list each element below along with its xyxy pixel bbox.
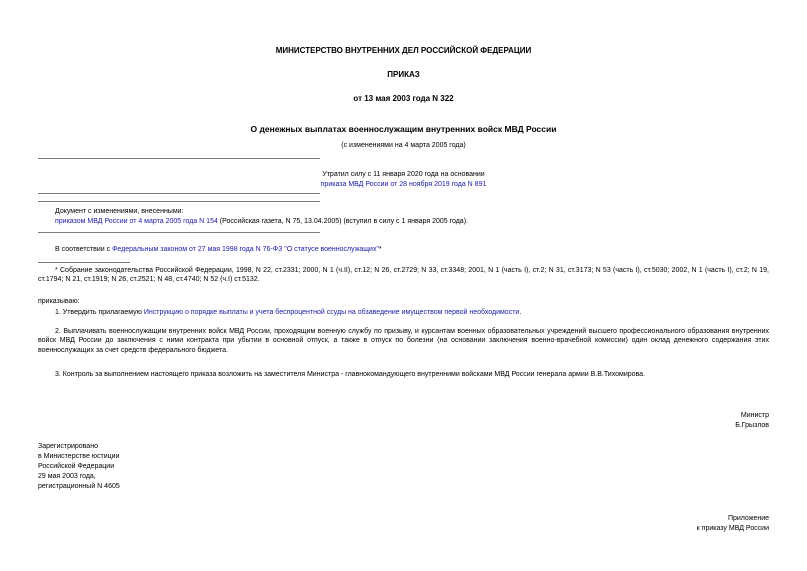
- footnote-mark: *: [378, 246, 382, 253]
- separator-line: [38, 232, 320, 233]
- document-title: О денежных выплатах военнослужащим внутренних войск МВД России: [250, 124, 557, 134]
- footnote-separator: [38, 262, 130, 263]
- federal-law-link[interactable]: Федеральным законом от 27 мая 1998 года N 76-ФЗ "О статусе военнослужащих": [112, 246, 379, 253]
- separator-line: [38, 193, 320, 194]
- item-1-text: 1. Утвердить прилагаемую: [55, 309, 144, 316]
- appendix-reference: к приказу МВД России: [696, 525, 769, 532]
- registration-line-3: Российской Федерации: [38, 463, 115, 470]
- instruction-link[interactable]: Инструкцию о порядке выплаты и учета беспроцентной ссуды на обзаведение имуществом первой необходимости: [143, 309, 520, 316]
- amending-order-link[interactable]: приказом МВД России от 4 марта 2005 года N 154: [55, 218, 218, 225]
- item-3: 3. Контроль за выполнением настоящего приказа возложить на заместителя Министра - главнокомандующего внутренними войсками МВД России генерала армии В.В.Тихомирова.: [55, 371, 645, 378]
- signature-name: Б.Грызлов: [735, 422, 769, 429]
- registration-line-4: 29 мая 2003 года,: [38, 473, 96, 480]
- registration-line-2: в Министерстве юстиции: [38, 453, 120, 460]
- preamble-text: В соответствии с: [55, 246, 113, 253]
- document-type: ПРИКАЗ: [387, 70, 420, 79]
- amendments-intro: Документ с изменениями, внесенными:: [55, 208, 184, 215]
- document-date-number: от 13 мая 2003 года N 322: [353, 94, 454, 103]
- registration-line-5: регистрационный N 4605: [38, 483, 120, 490]
- registration-line-1: Зарегистрировано: [38, 443, 98, 450]
- amendments-details: (Российская газета, N 75, 13.04.2005) (вступил в силу с 1 января 2005 года).: [217, 218, 468, 225]
- preamble: [55, 245, 382, 254]
- lost-force-note: Утратил силу с 11 января 2020 года на основании: [322, 171, 485, 178]
- changes-note: (с изменениями на 4 марта 2005 года): [341, 142, 466, 149]
- basis-order-link[interactable]: приказа МВД России от 28 ноября 2019 года N 891: [320, 181, 487, 188]
- ministry-heading: МИНИСТЕРСТВО ВНУТРЕННИХ ДЕЛ РОССИЙСКОЙ ФЕДЕРАЦИИ: [275, 46, 532, 55]
- signature-position: Министр: [740, 412, 769, 419]
- footnote-text: * Собрание законодательства Российской Федерации, 1998, N 22, ст.2331; 2000, N 1 (ч.II), ст.12; N 26, ст.2729; N 33, ст.3348; 2001, N 1 (часть I), ст.2; N 31, ст.3173; N 53 (часть I), ст.5030; 2002, N 1 (часть I), ст.2; N 19, ст.1794; N 21, ст.1919; N 26, ст.2521; N 48, ст.4740; N 52 (ч.I) ст.5132.: [38, 267, 769, 284]
- item-2: 2. Выплачивать военнослужащим внутренних войск МВД России, проходящим военную службу по призыву, и курсантам военных образовательных учреждений высшего профессионального образования внутренних войск МВД России до заключения с ними контракта при убытии в основной отпуск, а также в отпуск по болезни (на основании заключения военно-врачебной комиссии) один оклад денежного содержания этих военнослужащих за счет средств федерального бюджета.: [38, 328, 769, 354]
- separator-line: [38, 201, 320, 202]
- order-word: приказываю:: [38, 298, 80, 305]
- amendments-line: [55, 217, 468, 226]
- appendix-label: Приложение: [727, 515, 769, 522]
- item-1: [55, 308, 521, 317]
- item-1-end: .: [519, 309, 522, 316]
- separator-line: [38, 158, 320, 159]
